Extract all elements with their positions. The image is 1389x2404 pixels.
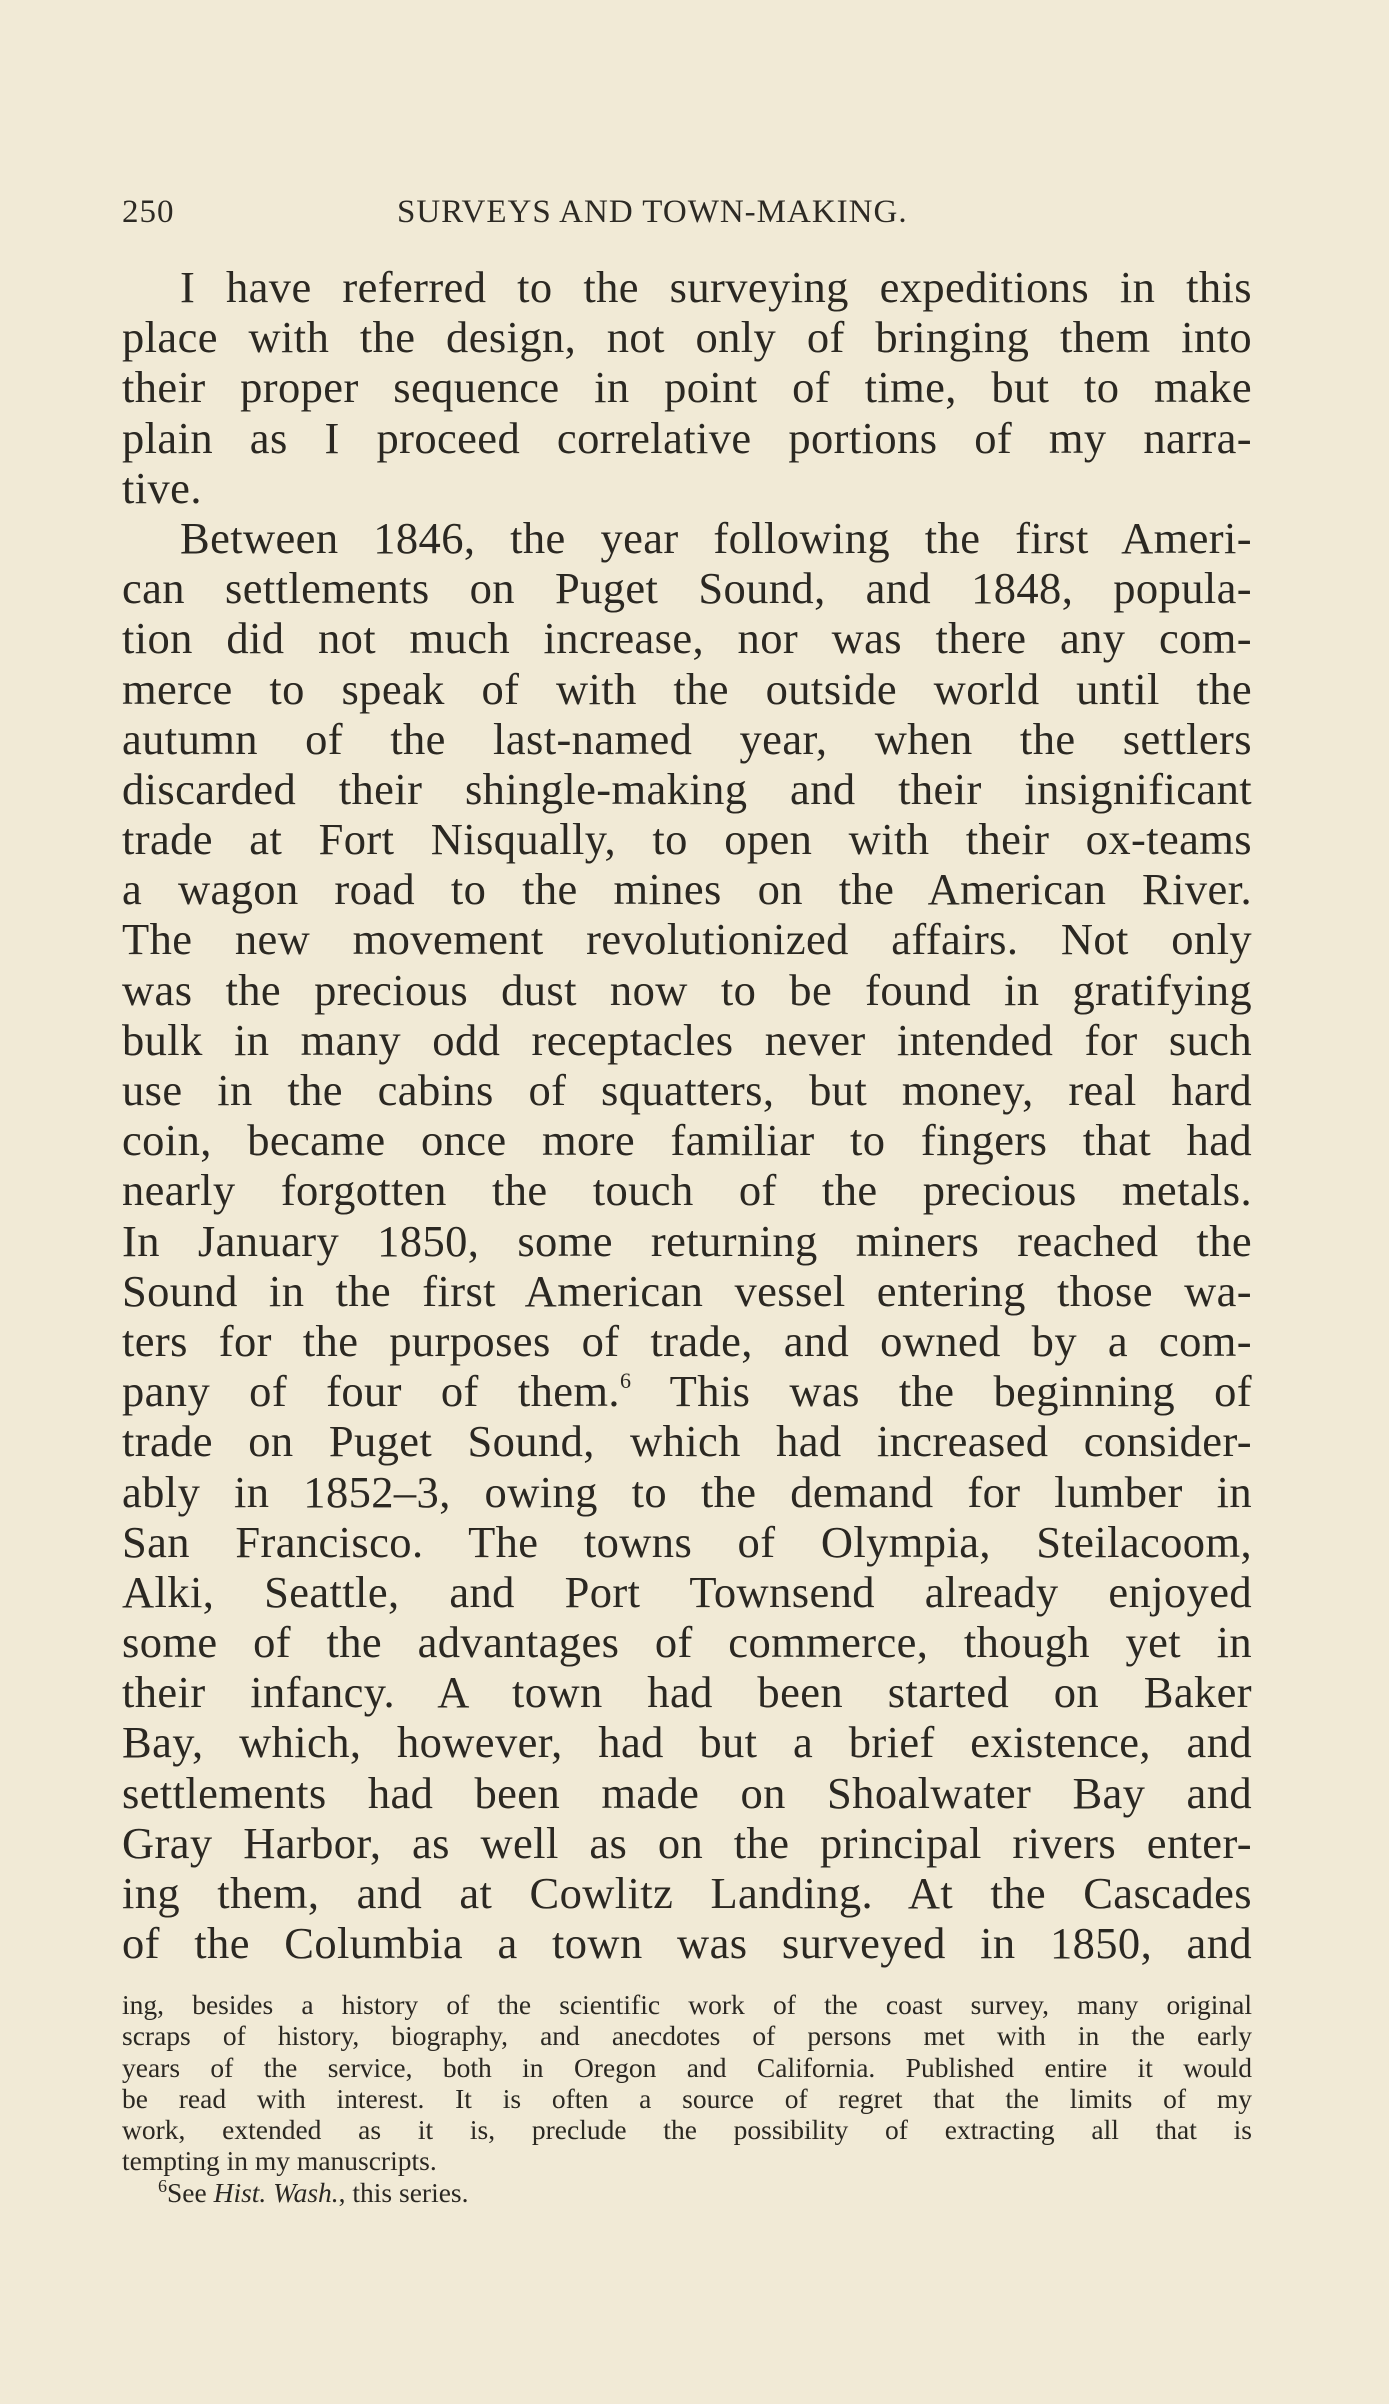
text-line: In January 1850, some returning miners reached the <box>122 1215 1252 1266</box>
footnotes <box>122 1989 1252 2208</box>
text-line: trade at Fort Nisqually, to open with their ox-teams <box>122 814 1252 865</box>
text-line: plain as I proceed correlative portions of my narra- <box>122 412 1252 463</box>
text-line: was the precious dust now to be found in gratifying <box>122 964 1252 1015</box>
footnote-line: scraps of history, biography, and anecdotes of persons met with in the early <box>122 2020 1252 2052</box>
text-line: settlements had been made on Shoalwater Bay and <box>122 1767 1252 1818</box>
text-line: some of the advantages of commerce, though yet in <box>122 1617 1252 1668</box>
footnote-line: ing, besides a history of the scientific work of the coast survey, many original <box>122 1989 1252 2020</box>
text-fragment: This was the beginning of <box>631 1366 1253 1417</box>
text-line: coin, became once more familiar to fingers that had <box>122 1115 1252 1166</box>
footnote-citation: Hist. Wash. <box>213 2176 339 2208</box>
text-fragment: pany of four of them. <box>122 1366 620 1417</box>
text-line: autumn of the last-named year, when the settlers <box>122 713 1252 764</box>
body-text <box>122 262 1252 1968</box>
footnote-line: years of the service, both in Oregon and California. Published entire it would <box>122 2051 1252 2083</box>
page-header <box>122 190 1252 240</box>
text-line: Sound in the first American vessel entering those wa- <box>122 1265 1252 1316</box>
footnote-line: tempting in my manuscripts. <box>122 2145 437 2177</box>
text-line: bulk in many odd receptacles never intended for such <box>122 1014 1252 1065</box>
text-line: use in the cabins of squatters, but money, real hard <box>122 1065 1252 1115</box>
text-line: place with the design, not only of bringing them into <box>122 312 1252 363</box>
text-line: ters for the purposes of trade, and owned by a com- <box>122 1315 1252 1366</box>
footnote-line: work, extended as it is, preclude the possibility of extracting all that is <box>122 2114 1252 2146</box>
footnote-marker: 6 <box>158 2175 167 2196</box>
text-line: trade on Puget Sound, which had increased consider- <box>122 1416 1252 1467</box>
text-line: Between 1846, the year following the first Ameri- <box>180 512 1252 563</box>
text-line: Bay, which, however, had but a brief existence, and <box>122 1717 1252 1768</box>
text-line: ing them, and at Cowlitz Landing. At the Cascades <box>122 1868 1252 1918</box>
text-line: tive. <box>122 462 202 513</box>
text-line: Gray Harbor, as well as on the principal rivers enter- <box>122 1817 1252 1868</box>
text-line: merce to speak of with the outside world until the <box>122 663 1252 714</box>
text-line: nearly forgotten the touch of the precious metals. <box>122 1165 1252 1216</box>
page-number: 250 <box>122 194 175 230</box>
footnote-6 <box>122 2177 1252 2208</box>
text-line: discarded their shingle-making and their insignificant <box>122 763 1252 814</box>
text-line-with-footnote <box>122 1366 1252 1416</box>
text-line: San Francisco. The towns of Olympia, Steilacoom, <box>122 1516 1252 1567</box>
text-line: Alki, Seattle, and Port Townsend already enjoyed <box>122 1566 1252 1617</box>
text-line: tion did not much increase, nor was there any com- <box>122 613 1252 664</box>
text-line: their infancy. A town had been started on Baker <box>122 1667 1252 1718</box>
text-line: I have referred to the surveying expeditions in this <box>180 262 1252 312</box>
text-line: their proper sequence in point of time, but to make <box>122 362 1252 413</box>
text-line: a wagon road to the mines on the American River. <box>122 864 1252 915</box>
footnote-line: be read with interest. It is often a source of regret that the limits of my <box>122 2082 1252 2114</box>
footnote-text: , this series. <box>338 2176 469 2208</box>
footnote-ref-6[interactable]: 6 <box>619 1368 632 1394</box>
text-line: of the Columbia a town was surveyed in 1850, and <box>122 1918 1252 1969</box>
text-line: ably in 1852–3, owing to the demand for lumber in <box>122 1466 1252 1517</box>
footnote-text: See <box>167 2176 214 2208</box>
text-line: can settlements on Puget Sound, and 1848, popula- <box>122 563 1252 614</box>
text-line: The new movement revolutionized affairs. Not only <box>122 914 1252 965</box>
running-title: SURVEYS AND TOWN-MAKING. <box>397 194 908 230</box>
